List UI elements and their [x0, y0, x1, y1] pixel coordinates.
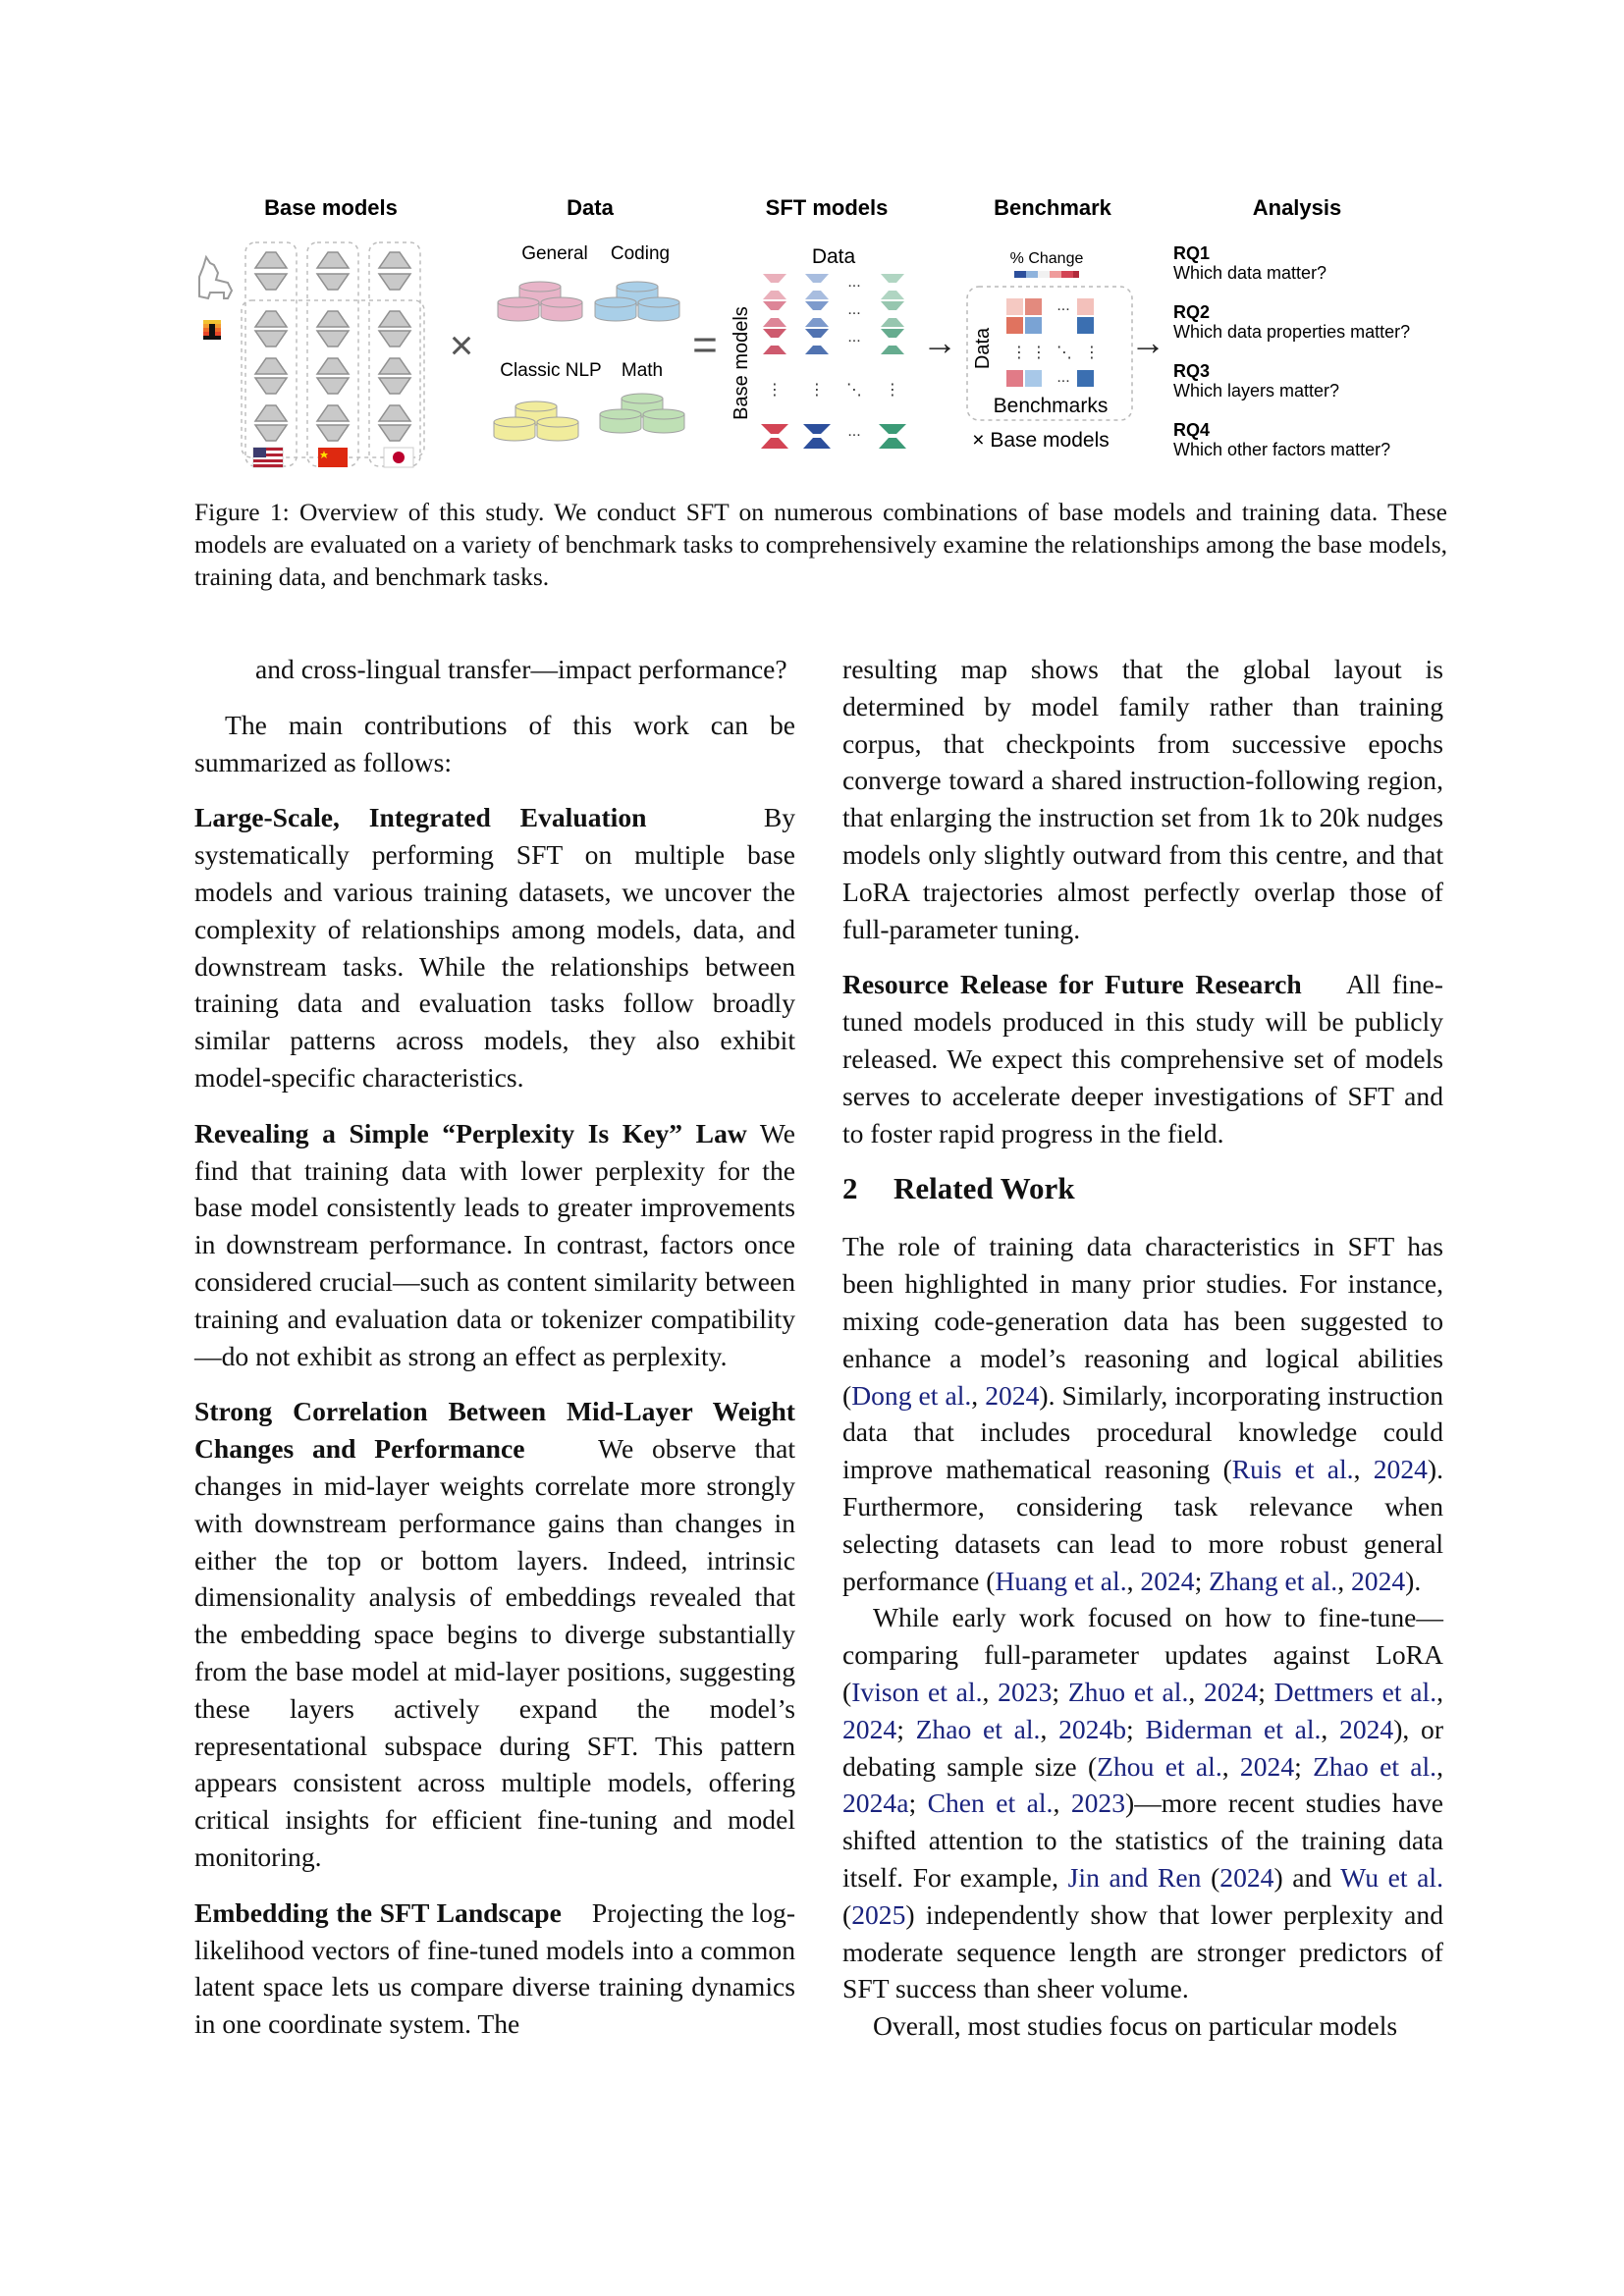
contribution-5-title: Resource Release for Future Research	[842, 969, 1302, 1000]
text: ) independently show that lower perplexity and moderate sequence length are stronger predictors of SFT success than sheer volume.	[842, 1898, 1443, 2004]
contributions-intro: The main contributions of this work can be summarized as follows:	[194, 709, 795, 777]
equals-operator: =	[692, 321, 718, 369]
ellipsis-mark: ...	[847, 423, 861, 440]
text: ) and	[1273, 1861, 1341, 1893]
dataset-cylinder	[600, 409, 641, 433]
contribution-4	[194, 1895, 795, 2043]
text: ;	[896, 1713, 916, 1744]
contribution-3-body: We observe that changes in mid-layer weights correlate more strongly with downstream performance gains than changes in either the top or bottom layers. Indeed, intrinsic dimensionality analysis of embeddings revealed that the embedding space begins to diverge substantially from the base model at mid-layer positions, suggesting these layers actively expand the model’s representational subspace during SFT. This pattern appears consistent across multiple models, offering critical insights for efficient fine-tuning and model monitoring.	[194, 1433, 795, 1872]
citation-year-link[interactable]: 2025	[851, 1898, 906, 1930]
japan-flag-icon	[384, 448, 413, 467]
citation-year-link[interactable]: 2023	[998, 1676, 1053, 1707]
us-flag-icon	[253, 448, 283, 467]
ellipsis-mark: ...	[847, 274, 861, 291]
section-title: Related Work	[893, 1171, 1075, 1206]
times-operator: ×	[449, 322, 474, 368]
overview-figure	[0, 0, 1624, 491]
rq1-question: Which data matter?	[1173, 263, 1327, 283]
ellipsis-mark: ⋮	[885, 382, 900, 399]
header-analysis: Analysis	[1252, 195, 1342, 220]
dataset-cylinder	[595, 297, 636, 321]
sft-model-glyph	[881, 329, 904, 354]
svg-text:...: ...	[1056, 369, 1070, 386]
benchmarks-label: Benchmarks	[993, 395, 1109, 417]
text: ;	[1052, 1676, 1068, 1707]
rq3-id: RQ3	[1173, 361, 1211, 381]
text: ;	[1294, 1750, 1314, 1782]
citation-year-link[interactable]: 2024	[1350, 1565, 1406, 1596]
dataset-cylinder	[643, 409, 684, 433]
sft-data-label: Data	[811, 245, 856, 268]
ellipsis-mark: ...	[847, 329, 861, 346]
sft-models-panel	[731, 245, 912, 449]
text: ;	[1194, 1565, 1210, 1596]
llama-icon	[199, 257, 232, 298]
citation-year-link[interactable]: 2024	[1204, 1676, 1259, 1707]
rq2-question: Which data properties matter?	[1173, 322, 1411, 342]
dataset-cylinder	[494, 417, 535, 441]
benchmark-panel	[967, 250, 1132, 452]
colorbar	[1014, 271, 1079, 278]
citation-year-link[interactable]: 2023	[1070, 1788, 1125, 1819]
rq2-id: RQ2	[1173, 302, 1211, 322]
data-label-classic-nlp: Classic NLP	[500, 360, 602, 381]
text: ,	[1053, 1788, 1071, 1819]
dataset-cylinder	[541, 297, 582, 321]
citation-link[interactable]: Chen et al.	[927, 1788, 1054, 1819]
sft-model-glyph	[803, 424, 831, 449]
times-base-models-label: × Base models	[972, 429, 1110, 452]
mistral-icon	[203, 320, 221, 340]
ellipsis-mark: ⋮	[767, 382, 783, 399]
sft-model-glyph	[761, 424, 788, 449]
svg-text:...: ...	[1056, 297, 1070, 314]
heatmap-data-label: Data	[972, 327, 994, 370]
citation-link[interactable]: Huang et al.	[995, 1565, 1127, 1596]
citation-link[interactable]: Dettmers et al.	[1273, 1676, 1437, 1707]
sft-model-glyph	[805, 301, 829, 327]
citation-link[interactable]: Zhang et al.	[1209, 1565, 1338, 1596]
sft-model-glyph	[881, 274, 904, 299]
contribution-5	[842, 966, 1443, 1151]
text: ). Furthermore, considering task relevance when selecting datasets can lead to more robust general performance (	[842, 1454, 1443, 1596]
citation-year-link[interactable]: 2024	[1339, 1713, 1394, 1744]
svg-text:⋮: ⋮	[1031, 345, 1047, 361]
text: ). Similarly, incorporating instruction data that includes procedural knowledge could improve mathematical reasoning (	[842, 1379, 1444, 1485]
ellipsis-mark: ⋱	[846, 382, 862, 399]
dataset-cylinder	[638, 297, 679, 321]
text: While early work focused on how to fine-tune—comparing full-parameter updates against LoRA (	[842, 1602, 1443, 1707]
citation-year-link[interactable]: 2024a	[842, 1788, 909, 1819]
citation-link[interactable]: Biderman et al.	[1145, 1713, 1322, 1744]
citation-link[interactable]: Ivison et al.	[851, 1676, 983, 1707]
text: ,	[1353, 1454, 1374, 1485]
citation-link[interactable]: Dong et al.	[851, 1379, 972, 1411]
related-work-p2	[842, 1599, 1443, 2007]
data-panel	[494, 243, 684, 441]
ellipsis-mark: ⋮	[809, 382, 825, 399]
base-models-panel	[199, 242, 424, 467]
header-benchmark: Benchmark	[994, 195, 1111, 220]
header-data: Data	[567, 195, 614, 220]
citation-link[interactable]: Zhuo et al.	[1067, 1676, 1189, 1707]
list-continuation: and cross-lingual transfer—impact performance?	[255, 654, 787, 684]
contribution-2-title: Revealing a Simple “Perplexity Is Key” Law	[194, 1117, 747, 1148]
contribution-2	[194, 1115, 795, 1375]
citation-year-link[interactable]: 2024	[1140, 1565, 1195, 1596]
contribution-1-body: By systematically performing SFT on multiple base models and various training datasets, we uncover the complexity of relationships among models, data, and downstream tasks. While the relationships between training data and evaluation tasks follow broadly similar patterns across models, they also exhibit model-specific characteristics.	[194, 802, 796, 1093]
analysis-panel	[1173, 243, 1410, 459]
pct-change-label: % Change	[1009, 250, 1084, 267]
right-column	[842, 651, 1443, 2045]
contribution-4-title: Embedding the SFT Landscape	[194, 1896, 562, 1928]
text: ,	[1188, 1676, 1205, 1707]
text: ,	[1126, 1565, 1141, 1596]
sft-model-glyph	[763, 301, 786, 327]
rq4-question: Which other factors matter?	[1173, 440, 1391, 459]
text: ,	[971, 1379, 986, 1411]
text: ,	[1436, 1676, 1444, 1707]
sft-base-models-label: Base models	[731, 306, 752, 420]
sft-model-glyph	[805, 329, 829, 354]
arrow-2: →	[1130, 322, 1165, 362]
data-label-coding: Coding	[610, 243, 671, 264]
citation-year-link[interactable]: 2024	[985, 1379, 1040, 1411]
citation-link[interactable]: Ruis et al.	[1231, 1454, 1354, 1485]
arrow-1: →	[922, 322, 957, 362]
sft-model-glyph	[763, 274, 786, 299]
text: ,	[1221, 1750, 1240, 1782]
section-heading	[842, 1169, 1443, 1208]
grid-guide	[755, 267, 794, 268]
sft-model-glyph	[879, 424, 906, 449]
text: (	[1201, 1861, 1220, 1893]
grid-guide	[873, 267, 912, 268]
text: The role of training data characteristics in SFT has been highlighted in many prior studies. For instance, mixing code-generation data has been suggested to enhance a model’s reasoning and logical abilities (	[842, 1231, 1443, 1411]
text: ,	[1436, 1750, 1443, 1782]
citation-year-link[interactable]: 2024	[842, 1713, 897, 1744]
related-work-p1	[842, 1228, 1443, 1599]
data-label-math: Math	[621, 360, 664, 381]
contribution-1-title: Large-Scale, Integrated Evaluation	[194, 802, 647, 833]
text: ).	[1405, 1565, 1422, 1596]
header-sft-models: SFT models	[765, 195, 889, 220]
citation-link[interactable]: Zhao et al.	[915, 1713, 1041, 1744]
text: ,	[1321, 1713, 1340, 1744]
citation-link[interactable]: Wu et al.	[1340, 1861, 1443, 1893]
rq3-question: Which layers matter?	[1173, 381, 1340, 400]
left-column	[194, 651, 795, 2043]
ellipsis-mark: ...	[847, 301, 861, 318]
text: ;	[1258, 1676, 1274, 1707]
figure-caption: Figure 1: Overview of this study. We conduct SFT on numerous combinations of base models and training data. These models are evaluated on a variety of benchmark tasks to comprehensively examine the relationships among the base models, training data, and benchmark tasks.	[194, 498, 1447, 591]
svg-text:⋱: ⋱	[1056, 345, 1072, 361]
text: )—more recent studies have shifted attention to the statistics of the training data itself. For example,	[842, 1788, 1443, 1893]
sft-model-glyph	[763, 329, 786, 354]
contribution-4-body: Projecting the log-likelihood vectors of fine-tuned models into a common latent space lets us compare diverse training dynamics in one coordinate system. The	[194, 1896, 796, 2040]
citation-year-link[interactable]: 2024b	[1058, 1713, 1127, 1744]
svg-text:⋮: ⋮	[1084, 345, 1100, 361]
citation-year-link[interactable]: 2024	[1239, 1750, 1295, 1782]
text: ,	[1040, 1713, 1059, 1744]
text: ;	[1126, 1713, 1146, 1744]
data-label-general: General	[521, 243, 588, 264]
embedding-continuation: resulting map shows that the global layout is determined by model family rather than training corpus, that checkpoints from successive epochs converge toward a shared instruction-following region, that enlarging the instruction set from 1k to 20k nudges models only slightly outward from this centre, and that LoRA trajectories almost perfectly overlap those of full-parameter tuning.	[842, 654, 1443, 944]
contribution-2-body: We find that training data with lower perplexity for the base model consistently leads to greater improvements in downstream performance. In contrast, factors once considered crucial—such as content similarity between training and evaluation data or tokenizer compatibility—do not exhibit as strong an effect as perplexity.	[194, 1117, 795, 1371]
china-flag-icon	[318, 448, 348, 467]
citation-year-link[interactable]: 2024	[1373, 1454, 1428, 1485]
citation-year-link[interactable]: 2024	[1219, 1861, 1274, 1893]
text: ), or debating sample size (	[842, 1713, 1444, 1782]
citation-link[interactable]: Zhao et al.	[1313, 1750, 1437, 1782]
related-work-p3: Overall, most studies focus on particular models	[873, 2010, 1398, 2042]
header-base-models: Base models	[264, 195, 398, 220]
citation-link[interactable]: Zhou et al.	[1097, 1750, 1222, 1782]
sft-model-glyph	[805, 274, 829, 299]
text: ,	[1337, 1565, 1351, 1596]
text: ;	[908, 1788, 928, 1819]
citation-link[interactable]: Jin and Ren	[1067, 1861, 1202, 1893]
section-number: 2	[842, 1171, 858, 1206]
svg-text:⋮: ⋮	[1011, 345, 1027, 361]
dataset-cylinder	[498, 297, 539, 321]
dataset-cylinder	[537, 417, 578, 441]
rq1-id: RQ1	[1173, 243, 1211, 263]
text: ,	[982, 1676, 999, 1707]
sft-model-glyph	[881, 301, 904, 327]
contribution-5-body: All fine-tuned models produced in this study will be publicly released. We expect this comprehensive set of models serves to accelerate deeper investigations of SFT and to foster rapid progress in the field.	[842, 969, 1443, 1148]
contribution-3	[194, 1393, 795, 1875]
text: (	[842, 1898, 852, 1930]
heatmap	[1006, 297, 1100, 387]
contribution-3-title: Strong Correlation Between Mid-Layer Weight Changes and Performance	[194, 1396, 795, 1465]
rq4-id: RQ4	[1173, 420, 1211, 440]
contribution-1	[194, 799, 795, 1095]
